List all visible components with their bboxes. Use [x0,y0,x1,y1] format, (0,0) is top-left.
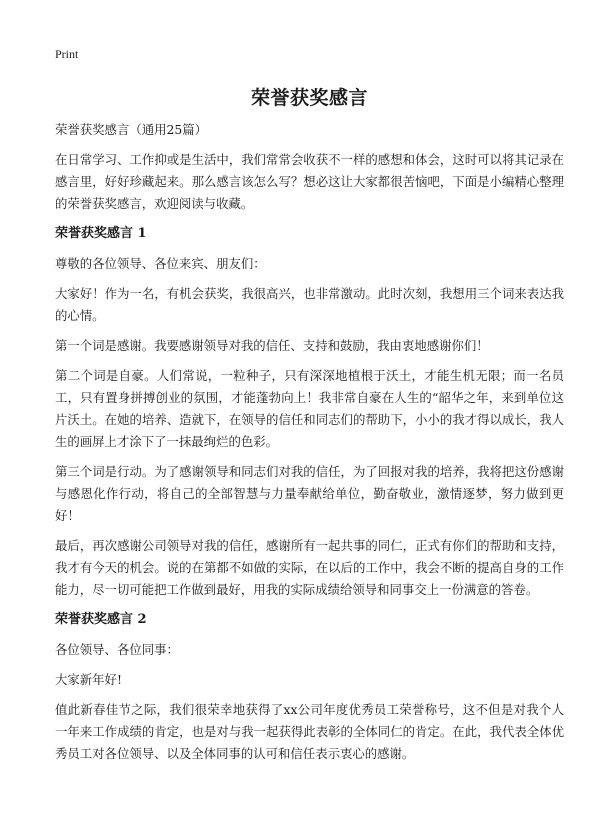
document-subtitle: 荣誉获奖感言（通用25篇） [55,122,208,137]
section-1-paragraph-4: 第二个词是自豪。人们常说，一粒种子，只有深深地植根于沃土，才能生机无限；而一名员工，只有置身拼搏创业的氛围，才能蓬勃向上！我非常自豪在人生的“韶华之年，来到单位这片沃土。在她的培养、造就下，在领导的信任和同志们的帮助下，小小的我才得以成长，我人生的画屏上才涂下了一抹最绚烂的色彩。 [55,368,564,449]
section-1-paragraph-5: 第三个词是行动。为了感谢领导和同志们对我的信任，为了回报对我的培养，我将把这份感谢与感恩化作行动，将自己的全部智慧与力量奉献给单位，勤奋敬业，激情逐梦，努力做到更好！ [55,464,564,523]
section-heading-1: 荣誉获奖感言 1 [55,226,147,241]
document-title: 荣誉获奖感言 [250,87,368,109]
section-2-paragraph-2: 大家新年好! [55,672,122,687]
section-2-paragraph-1: 各位领导、各位同事： [55,642,179,657]
section-1-paragraph-6: 最后，再次感谢公司领导对我的信任，感谢所有一起共事的同仁，正式有你们的帮助和支持，我才有今天的机会。说的在第都不如做的实际，在以后的工作中，我会不断的提高自身的工作能力，尽一切可能把工作做到最好，用我的实际成绩给领导和同事交上一份满意的答卷。 [55,538,564,597]
intro-paragraph: 在日常学习、工作抑或是生活中，我们常常会收获不一样的感想和体会，这时可以将其记录在感言里，好好珍藏起来。那么感言该怎么写？想必这让大家都很苦恼吧，下面是小编精心整理的荣誉获奖感言，欢迎阅读与收藏。 [55,152,564,211]
section-1-paragraph-3: 第一个词是感谢。我要感谢领导对我的信任、支持和鼓励，我由衷地感谢你们！ [55,338,489,353]
section-1-paragraph-1: 尊敬的各位领导、各位来宾、朋友们： [55,256,266,271]
print-link[interactable]: Print [55,47,79,61]
section-1-paragraph-2: 大家好！作为一名，有机会获奖，我很高兴，也非常激动。此时次刻，我想用三个词来表达我的心情。 [55,286,564,323]
section-2-paragraph-3: 值此新春佳节之际，我们很荣幸地获得了xx公司年度优秀员工荣誉称号，这不但是对我个人一年来工作成绩的肯定，也是对与我一起获得此表彰的全体同仁的肯定。在此，我代表全体优秀员工对各位领导、以及全体同事的认可和信任表示衷心的感谢。 [55,702,564,761]
section-heading-2: 荣誉获奖感言 2 [55,612,147,627]
